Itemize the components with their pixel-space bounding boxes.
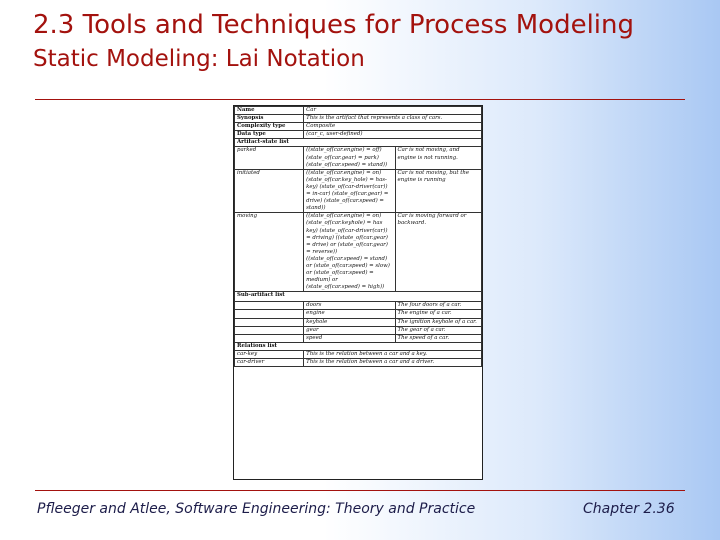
- state-condition: ((state_of(car.engine) = off) (state_of(car.gear) = park) (state_of(car.speed) = stand)): [304, 147, 395, 169]
- row-label: Synopsis: [235, 115, 304, 123]
- top-divider: [35, 99, 685, 100]
- row-label: Data type: [235, 131, 304, 139]
- state-row: [235, 169, 482, 213]
- subartifact-name: keyhole: [304, 318, 395, 326]
- relation-description: This is the relation between a car and a key.: [304, 350, 482, 358]
- section-header-row: [235, 342, 482, 350]
- subartifact-description: The gear of a car.: [395, 326, 481, 334]
- subartifact-description: The four doors of a car.: [395, 302, 481, 310]
- table-row: [235, 131, 482, 139]
- row-value: This is the artifact that represents a class of cars.: [304, 115, 482, 123]
- section-header-row: [235, 139, 482, 147]
- section-label: Artifact-state list: [235, 139, 482, 147]
- state-description: Car is not moving, and engine is not running.: [395, 147, 481, 169]
- row-value: Car: [304, 107, 482, 115]
- bottom-divider: [35, 490, 685, 491]
- section-header-row: [235, 292, 482, 302]
- table-row: [235, 115, 482, 123]
- subartifact-description: The engine of a car.: [395, 310, 481, 318]
- row-label: Name: [235, 107, 304, 115]
- table-row: [235, 107, 482, 115]
- state-name: moving: [235, 213, 304, 292]
- state-description: Car is not moving, but the engine is running: [395, 169, 481, 213]
- row-value: (car_c, user-defined): [304, 131, 482, 139]
- slide-title: 2.3 Tools and Techniques for Process Modeling: [33, 10, 635, 40]
- state-condition: ((state_of(car.engine) = on) (state_of(car.keyhole) = has key) (state_of(car-driver(car)) = driving) ((state_of(car.gear) = drive) or (state_of(car.gear) = reverse)) ((state_of(car.speed) = stand) or (state_of(car.speed) = slow) or (state_of(car.speed) = medium) or (state_of(car.speed) = high)): [304, 213, 395, 292]
- relation-name: car-key: [235, 350, 304, 358]
- lai-notation-table-figure: [233, 105, 483, 480]
- subartifact-row: [235, 302, 482, 310]
- subartifact-name: speed: [304, 334, 395, 342]
- footer-source: Pfleeger and Atlee, Software Engineering: Theory and Practice: [37, 501, 476, 517]
- relation-row: [235, 350, 482, 358]
- subartifact-description: The ignition keyhole of a car.: [395, 318, 481, 326]
- section-label: Relations list: [235, 342, 482, 350]
- relation-row: [235, 359, 482, 367]
- state-row: [235, 147, 482, 169]
- row-label: Complexity type: [235, 123, 304, 131]
- relation-name: car-driver: [235, 359, 304, 367]
- table-row: [235, 123, 482, 131]
- state-condition: ((state_of(car.engine) = on) (state_of(car.key_hole) = has-key) (state_of(car-driver(car)) = in-car) (state_of(car.gear) = drive) (state_of(car.speed) = stand)): [304, 169, 395, 213]
- subartifact-name: gear: [304, 326, 395, 334]
- lai-notation-table: [234, 106, 482, 367]
- state-name: initiated: [235, 169, 304, 213]
- state-name: parked: [235, 147, 304, 169]
- subartifact-row: [235, 318, 482, 326]
- relation-description: This is the relation between a car and a driver.: [304, 359, 482, 367]
- state-row: [235, 213, 482, 292]
- subartifact-name: engine: [304, 310, 395, 318]
- row-value: Composite: [304, 123, 482, 131]
- section-label: Sub-artifact list: [235, 292, 482, 302]
- state-description: Car is moving forward or backward.: [395, 213, 481, 292]
- subartifact-name: doors: [304, 302, 395, 310]
- slide-subtitle: Static Modeling: Lai Notation: [33, 46, 365, 72]
- subartifact-row: [235, 310, 482, 318]
- subartifact-description: The speed of a car.: [395, 334, 481, 342]
- subartifact-row: [235, 334, 482, 342]
- footer-chapter: Chapter 2.36: [583, 501, 675, 517]
- subartifact-row: [235, 326, 482, 334]
